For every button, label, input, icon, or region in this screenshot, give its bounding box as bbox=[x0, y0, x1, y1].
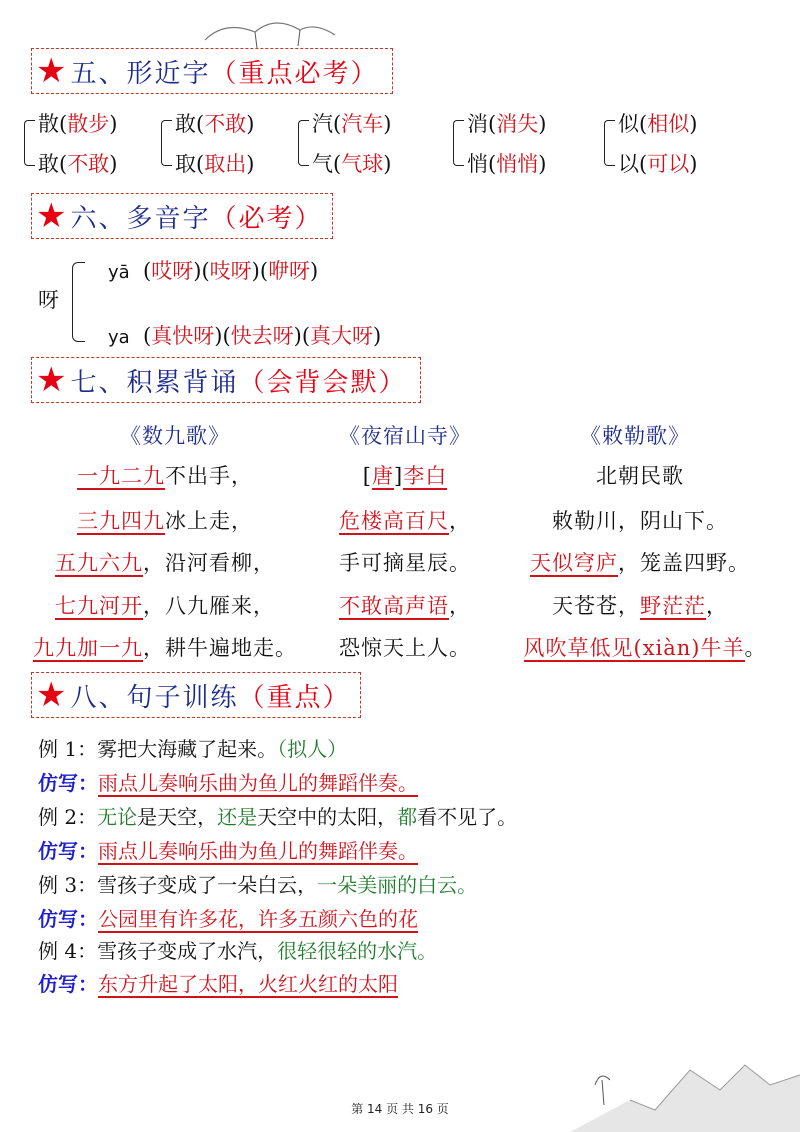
poem2-line-4: 恐惊天上人。 bbox=[339, 636, 471, 660]
poem1-line: 三九四九冰上走， bbox=[77, 509, 253, 533]
poem2-line-1: 危楼高百尺， bbox=[339, 509, 471, 533]
poly-row-2: ya (真快呀)(快去呀)(真大呀) bbox=[108, 324, 382, 348]
section-header-8 bbox=[31, 672, 361, 718]
pair-row: 汽(汽车) bbox=[312, 112, 392, 136]
pair-brace bbox=[453, 120, 464, 166]
section-note: （会背会默） bbox=[238, 367, 407, 398]
poem1-line: 一九二九不出手， bbox=[77, 464, 253, 488]
pair-row: 取(取出) bbox=[175, 152, 255, 176]
page-footer: 第 14 页 共 16 页 bbox=[351, 1102, 449, 1116]
section-note: （重点必考） bbox=[210, 58, 379, 89]
section-note: （重点） bbox=[238, 682, 351, 713]
star-icon: ★ bbox=[36, 360, 67, 400]
pair-row: 似(相似) bbox=[618, 112, 698, 136]
imitation-2: 仿写：雨点儿奏响乐曲为鱼儿的舞蹈伴奏。 bbox=[38, 839, 418, 863]
star-icon: ★ bbox=[36, 196, 67, 236]
mountain-decoration bbox=[570, 1050, 800, 1132]
imitation-4: 仿写：东方升起了太阳，火红火红的太阳 bbox=[38, 972, 398, 996]
section-title: 八、句子训练 bbox=[70, 682, 239, 713]
pinyin: yā bbox=[108, 262, 130, 283]
poem-title-2: 《夜宿山寺》 bbox=[339, 424, 471, 448]
poem3-author: 北朝民歌 bbox=[596, 464, 684, 488]
pair-row: 悄(悄悄) bbox=[467, 152, 547, 176]
example-1: 例 1：雾把大海藏了起来。（拟人） bbox=[38, 737, 348, 761]
poem3-line-4: 风吹草低见(xiàn)牛羊。 bbox=[523, 636, 767, 660]
pair-brace bbox=[24, 120, 35, 166]
poem1-line: 七九河开，八九雁来， bbox=[55, 594, 275, 618]
poem-title-3: 《敕勒歌》 bbox=[580, 424, 690, 448]
example-4: 例 4：雪孩子变成了水汽，很轻很轻的水汽。 bbox=[38, 939, 438, 963]
star-icon: ★ bbox=[36, 51, 67, 91]
poem3-line-3: 天苍苍，野茫茫， bbox=[552, 594, 728, 618]
poem2-line-3: 不敢高声语， bbox=[339, 594, 471, 618]
example-3: 例 3：雪孩子变成了一朵白云，一朵美丽的白云。 bbox=[38, 873, 478, 897]
pair-row: 消(消失) bbox=[467, 112, 547, 136]
pair-row: 散(散步) bbox=[38, 112, 118, 136]
pair-brace bbox=[298, 120, 309, 166]
poly-char: 呀 bbox=[38, 288, 59, 312]
poem3-line-1: 敕勒川，阴山下。 bbox=[552, 509, 728, 533]
pair-brace bbox=[161, 120, 172, 166]
section-title: 五、形近字 bbox=[70, 58, 211, 89]
example-2: 例 2：无论是天空，还是天空中的太阳，都看不见了。 bbox=[38, 805, 518, 829]
section-header-5 bbox=[31, 48, 393, 94]
poem2-author: [唐]李白 bbox=[362, 464, 448, 488]
section-note: （必考） bbox=[210, 203, 323, 234]
poem1-line: 五九六九，沿河看柳， bbox=[55, 551, 275, 575]
imitation-3: 仿写：公园里有许多花，许多五颜六色的花 bbox=[38, 907, 418, 931]
section-header-7 bbox=[31, 357, 421, 403]
poem1-line: 九九加一九，耕牛遍地走。 bbox=[33, 636, 297, 660]
pair-brace bbox=[604, 120, 615, 166]
pair-row: 以(可以) bbox=[618, 152, 698, 176]
section-title: 七、积累背诵 bbox=[70, 367, 239, 398]
poem2-line-2: 手可摘星辰。 bbox=[339, 551, 471, 575]
pair-row: 敢(不敢) bbox=[38, 152, 118, 176]
poem-title-1: 《数九歌》 bbox=[120, 424, 230, 448]
imitation-1: 仿写：雨点儿奏响乐曲为鱼儿的舞蹈伴奏。 bbox=[38, 771, 418, 795]
pair-row: 气(气球) bbox=[312, 152, 392, 176]
poem3-line-2: 天似穹庐，笼盖四野。 bbox=[530, 551, 750, 575]
poly-row-1: yā (哎呀)(吱呀)(咿呀) bbox=[108, 259, 319, 283]
poly-brace bbox=[72, 262, 85, 342]
section-title: 六、多音字 bbox=[70, 203, 211, 234]
section-header-6 bbox=[31, 193, 333, 239]
star-icon: ★ bbox=[36, 675, 67, 715]
pair-row: 敢(不敢) bbox=[175, 112, 255, 136]
crane-decoration-top bbox=[195, 10, 345, 50]
pinyin: ya bbox=[108, 327, 130, 348]
